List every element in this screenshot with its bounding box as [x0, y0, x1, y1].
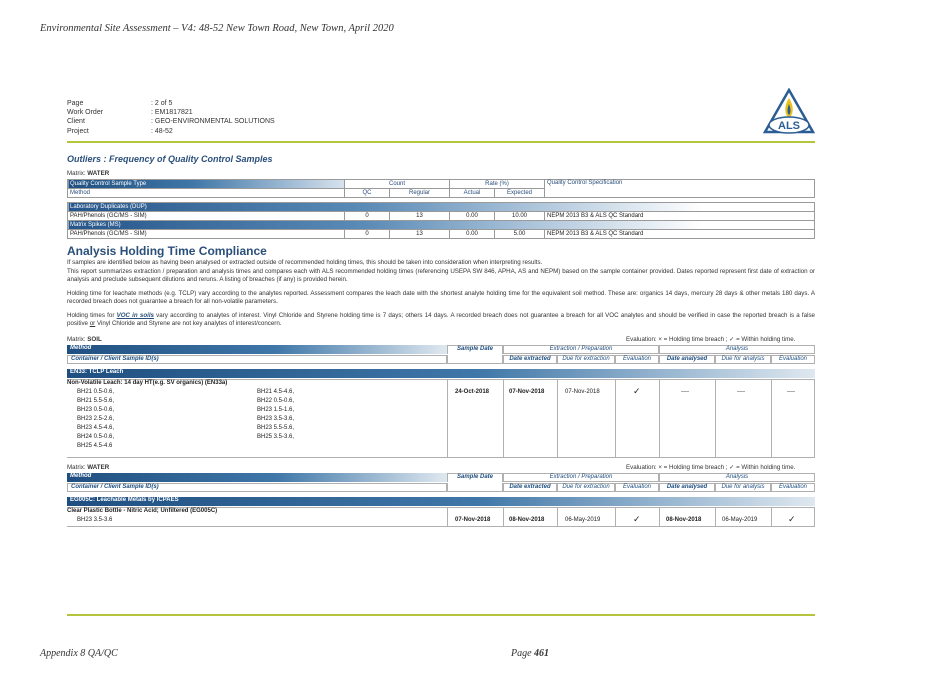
water-matrix: Matrix: WATER	[67, 464, 110, 471]
sample-id: BH25 4.5-4.6	[77, 443, 113, 449]
voc-link: VOC in soils	[116, 312, 154, 319]
check-icon: ✓	[633, 514, 641, 524]
container-header: Container / Client Sample ID(s)	[67, 483, 447, 492]
due-analysis-header: Due for analysis	[715, 483, 771, 492]
date-extracted-cell: 08-Nov-2018	[509, 517, 545, 523]
meta-key: Project	[67, 127, 89, 135]
date-analysed-header: Date analysed	[659, 355, 715, 364]
method-header: Method	[68, 189, 345, 198]
sample-id: BH21 0.5-0.6,	[77, 389, 115, 395]
sample-id: BH23 5.5-5.6,	[257, 425, 295, 431]
meta-key: Client	[67, 118, 85, 126]
sample-id: BH23 0.5-0.6,	[77, 407, 115, 413]
expected-cell: 5.00	[495, 230, 545, 239]
due-extraction-cell: 07-Nov-2018	[565, 389, 600, 395]
analysis-header: Analysis	[659, 473, 815, 482]
sample-date-cell: 07-Nov-2018	[455, 517, 491, 523]
expected-cell: 10.00	[495, 212, 545, 221]
group-label: Matrix Spikes (MS)	[68, 221, 815, 230]
regular-header: Regular	[390, 189, 450, 198]
matrix-value: SOIL	[87, 336, 102, 343]
sample-date-cell: 24-Oct-2018	[455, 389, 490, 395]
qc-type-header: Quality Control Sample Type	[68, 180, 345, 189]
footer-appendix: Appendix 8 QA/QC	[40, 648, 118, 659]
logo-text: ALS	[778, 120, 800, 132]
matrix-value: WATER	[87, 170, 110, 177]
actual-cell: 0.00	[450, 230, 495, 239]
spec-cell: NEPM 2013 B3 & ALS QC Standard	[545, 230, 815, 239]
regular-cell: 13	[390, 230, 450, 239]
extraction-header: Extraction / Preparation	[503, 345, 659, 354]
date-analysed-header: Date analysed	[659, 483, 715, 492]
evaluation-legend: Evaluation: × = Holding time breach ; ✓ = Within holding time.	[626, 464, 796, 471]
qc-cell: 0	[345, 212, 390, 221]
sample-date-header: Sample Date	[447, 473, 503, 482]
spec-cell: NEPM 2013 B3 & ALS QC Standard	[545, 212, 815, 221]
holding-paragraph: Holding time for leachate methods (e.g. TCLP) vary according to the analytes reported. Assessment compares the leach date with the shortest analyte holding time for the equivalent soil method. These are: organics 14 days, mercury 28 days & other metals 180 days. A recorded breach does not guarantee a breach for all non-volatile parameters.	[67, 290, 815, 305]
holding-paragraph: This report summarizes extraction / preparation and analysis times and compares each with ALS recommended holding times (referencing USEPA SW 846, APHA, AS and NEPM) based on the sample container provided. Dates reported represent first date of extraction or analysis and preclude subsequent dilutions and reruns. A listing of breaches (if any) is provided herein.	[67, 268, 815, 283]
due-analysis-cell: ----	[737, 389, 745, 395]
count-header: Count	[345, 180, 450, 189]
date-extracted-header: Date extracted	[503, 483, 557, 492]
meta-value: : EM1817821	[151, 109, 193, 117]
table-row	[68, 212, 815, 221]
sample-id: BH21 4.5-4.6,	[257, 389, 295, 395]
header-rule	[67, 141, 815, 143]
container-label: Clear Plastic Bottle - Nitric Acid; Unfiltered (EG005C)	[67, 508, 218, 514]
check-icon: ✓	[788, 514, 796, 524]
soil-matrix: Matrix: SOIL	[67, 336, 102, 343]
sample-id: BH23 2.5-2.6,	[77, 416, 115, 422]
holding-title: Analysis Holding Time Compliance	[67, 244, 267, 258]
als-logo	[763, 88, 815, 138]
meta-value: : 48-52	[151, 127, 173, 135]
section-label: EN33: TCLP Leach	[70, 369, 124, 375]
analysis-header: Analysis	[659, 345, 815, 354]
check-icon: ✓	[633, 386, 641, 396]
matrix-value: WATER	[87, 464, 110, 471]
qc-header: QC	[345, 189, 390, 198]
evaluation2-cell: ----	[787, 389, 795, 395]
regular-cell: 13	[390, 212, 450, 221]
document-header: Environmental Site Assessment – V4: 48-52 New Town Road, New Town, April 2020	[40, 23, 394, 34]
due-analysis-header: Due for analysis	[715, 355, 771, 364]
rate-header: Rate (%)	[450, 180, 545, 189]
date-analysed-cell: ----	[681, 389, 689, 395]
meta-key: Work Order	[67, 109, 104, 117]
footer-page: Page 461	[511, 648, 550, 659]
evaluation2-header: Evaluation	[771, 355, 815, 364]
sample-id: BH23 1.5-1.6,	[257, 407, 295, 413]
meta-value: : 2 of 5	[151, 100, 173, 107]
date-extracted-header: Date extracted	[503, 355, 557, 364]
group-label: Laboratory Duplicates (DUP)	[68, 203, 815, 212]
qc-cell: 0	[345, 230, 390, 239]
holding-paragraph: Holding times for VOC in soils vary according to analytes of interest. Vinyl Chloride and Styrene holding time is 7 days; others 14 days. A recorded breach does not guarantee a breach for all VOC analytes and should be verified in case the reported breach is a false positive or Vinyl Chloride and Styrene are not key analytes of interest/concern.	[67, 312, 815, 327]
method-header: Method	[70, 473, 92, 479]
outliers-title: Outliers : Frequency of Quality Control Samples	[67, 154, 273, 164]
sample-date-header: Sample Date	[447, 345, 503, 354]
spec-header: Quality Control Specification	[545, 180, 815, 198]
table-row	[68, 230, 815, 239]
sample-id: BH24 0.5-0.6,	[77, 434, 115, 440]
due-extraction-header: Due for extraction	[557, 355, 615, 364]
holding-paragraph: If samples are identified below as having been analysed or extracted outside of recommended holding times, this should be taken into consideration when interpreting results.	[67, 259, 543, 266]
expected-header: Expected	[495, 189, 545, 198]
footer-rule	[67, 614, 815, 616]
due-extraction-cell: 06-May-2019	[565, 517, 601, 523]
meta-key: Page	[67, 100, 84, 107]
sample-id: BH23 3.5-3.6,	[257, 416, 295, 422]
date-analysed-cell: 08-Nov-2018	[666, 517, 702, 523]
outliers-table	[67, 179, 815, 239]
due-analysis-cell: 06-May-2019	[722, 517, 758, 523]
method-cell: PAH/Phenols (GC/MS - SIM)	[68, 230, 345, 239]
date-extracted-cell: 07-Nov-2018	[509, 389, 545, 395]
evaluation2-header: Evaluation	[771, 483, 815, 492]
sample-id: BH22 0.5-0.6,	[257, 398, 295, 404]
container-label: Non-Volatile Leach: 14 day HT(e.g. SV organics) (EN33a)	[67, 380, 228, 386]
sample-id: BH21 5.5-5.6,	[77, 398, 115, 404]
method-cell: PAH/Phenols (GC/MS - SIM)	[68, 212, 345, 221]
extraction-header: Extraction / Preparation	[503, 473, 659, 482]
water-table	[67, 473, 815, 527]
actual-cell: 0.00	[450, 212, 495, 221]
report-meta	[67, 99, 275, 136]
actual-header: Actual	[450, 189, 495, 198]
section-label: EG005C: Leachable Metals by ICPAES	[70, 497, 179, 503]
method-header: Method	[70, 345, 92, 351]
due-extraction-header: Due for extraction	[557, 483, 615, 492]
sample-id: BH25 3.5-3.6,	[257, 434, 295, 440]
evaluation-header: Evaluation	[615, 355, 659, 364]
sample-id: BH23 3.5-3.6	[77, 517, 113, 523]
evaluation-legend: Evaluation: × = Holding time breach ; ✓ = Within holding time.	[626, 336, 796, 343]
evaluation-header: Evaluation	[615, 483, 659, 492]
sample-id: BH23 4.5-4.6,	[77, 425, 115, 431]
outliers-matrix: Matrix: WATER	[67, 170, 110, 177]
soil-table	[67, 345, 815, 458]
page-number: 461	[534, 648, 550, 659]
meta-value: : GEO-ENVIRONMENTAL SOLUTIONS	[151, 118, 275, 126]
container-header: Container / Client Sample ID(s)	[67, 355, 447, 364]
